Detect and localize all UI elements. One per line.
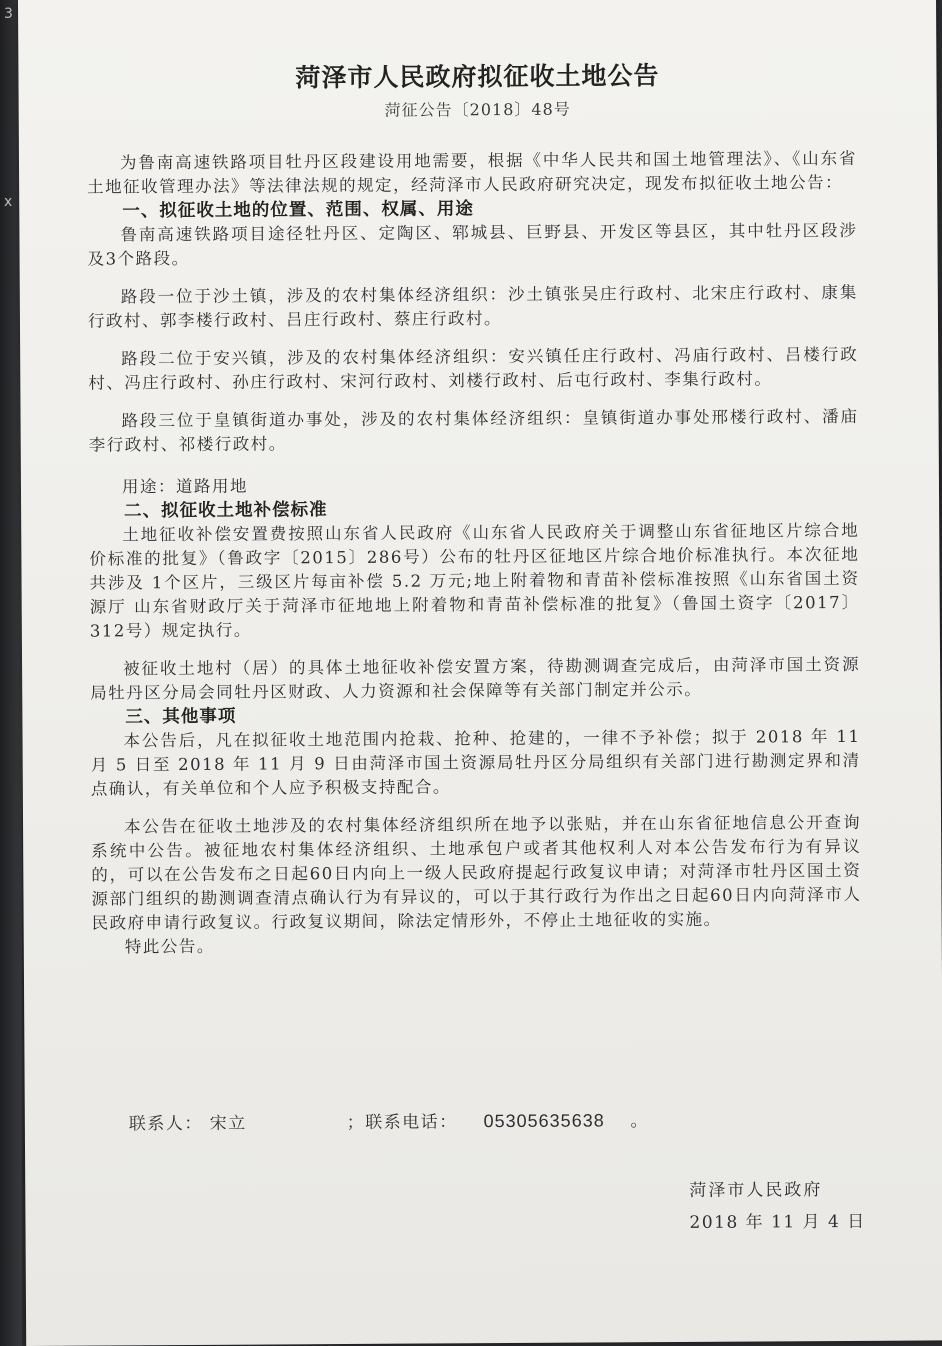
contact-end-mark: 。 — [630, 1111, 650, 1132]
section2-paragraph: 被征收土地村（居）的具体土地征收补偿安置方案，待勘测调查完成后，由菏泽市国土资源局牡丹区分局会同牡丹区财政、人力资源和社会保障等有关部门制定并公示。 — [90, 654, 861, 703]
notice-sheet — [18, 0, 942, 1346]
contact-line — [129, 1106, 649, 1134]
section2-heading: 二、拟征收土地补偿标准 — [124, 500, 328, 522]
section1-paragraph: 路段一位于沙土镇，涉及的农村集体经济组织：沙土镇张吴庄行政村、北宋庄行政村、康集行政村、郭李楼行政村、吕庄行政村、蔡庄行政村。 — [87, 282, 858, 331]
contact-phone-label: ；联系电话： — [346, 1112, 458, 1134]
notice-title: 菏泽市人民政府拟征收土地公告 — [295, 61, 660, 93]
section1-paragraph: 路段三位于皇镇街道办事处，涉及的农村集体经济组织：皇镇街道办事处邢楼行政村、潘庙李行政村、祁楼行政村。 — [88, 406, 859, 455]
notice-body — [87, 147, 862, 960]
issue-date: 2018 年 11 月 4 日 — [689, 1211, 866, 1233]
issuing-authority: 菏泽市人民政府 — [689, 1180, 823, 1201]
section3-heading: 三、其他事项 — [125, 706, 237, 728]
section2-paragraph: 土地征收补偿安置费按照山东省人民政府《山东省人民政府关于调整山东省征地区片综合地价标准的批复》（鲁政字〔2015〕286号）公布的牡丹区征地区片综合地价标准执行。本次征地共涉及 1个区片，三级区片每亩补偿 5.2 万元;地上附着物和青苗补偿标准按照《山东省国土资源厅 山东省财政厅关于菏泽市征地地上附着物和青苗补偿标准的批复》（鲁国土资字〔2017〕312号）规定执行。 — [89, 520, 860, 641]
contact-person-label: 联系人： — [128, 1113, 203, 1135]
closing-line: 特此公告。 — [124, 936, 215, 957]
edge-mark: 3 — [4, 6, 13, 22]
land-use-line: 用途：道路用地 — [121, 476, 249, 497]
section1-paragraph: 路段二位于安兴镇，涉及的农村集体经济组织：安兴镇任庄行政村、冯庙行政村、吕楼行政村、冯庄行政村、孙庄行政村、宋河行政村、刘楼行政村、后屯行政村、李集行政村。 — [88, 344, 859, 393]
section1-paragraph: 鲁南高速铁路项目途径牡丹区、定陶区、郓城县、巨野县、开发区等县区，其中牡丹区段涉及3个路段。 — [87, 220, 858, 269]
section1-heading: 一、拟征收土地的位置、范围、权属、用途 — [122, 199, 474, 222]
edge-mark: x — [4, 194, 13, 210]
document-number: 菏征公告〔2018〕48号 — [384, 99, 571, 120]
contact-phone: 05305635638 — [483, 1110, 605, 1132]
section3-paragraph: 本公告后，凡在拟征收土地范围内抢栽、抢种、抢建的，一律不予补偿；拟于 2018 年 11 月 5 日至 2018 年 11 月 9 日由菏泽市国土资源局牡丹区分局组织有关部门进行勘测定界和清点确认，有关单位和个人应予积极支持配合。 — [90, 726, 861, 799]
intro-paragraph: 为鲁南高速铁路项目牡丹区段建设用地需要，根据《中华人民共和国土地管理法》、《山东省土地征收管理办法》等法律法规的规定，经菏泽市人民政府研究决定，现发布拟征收土地公告： — [87, 148, 858, 197]
contact-person: 宋立 — [209, 1113, 247, 1134]
section3-paragraph: 本公告在征收土地涉及的农村集体经济组织所在地予以张贴，并在山东省征地信息公开查询系统中公告。被征地农村集体经济组织、土地承包户或者其他权利人对本公告发布行为有异议的，可以在公告发布之日起60日内向上一级人民政府提起行政复议申请；对菏泽市牡丹区国土资源部门组织的勘测调查清点确认行为有异议的，可以于其行政行为作出之日起60日内向菏泽市人民政府申请行政复议。行政复议期间，除法定情形外，不停止土地征收的实施。 — [91, 812, 862, 933]
